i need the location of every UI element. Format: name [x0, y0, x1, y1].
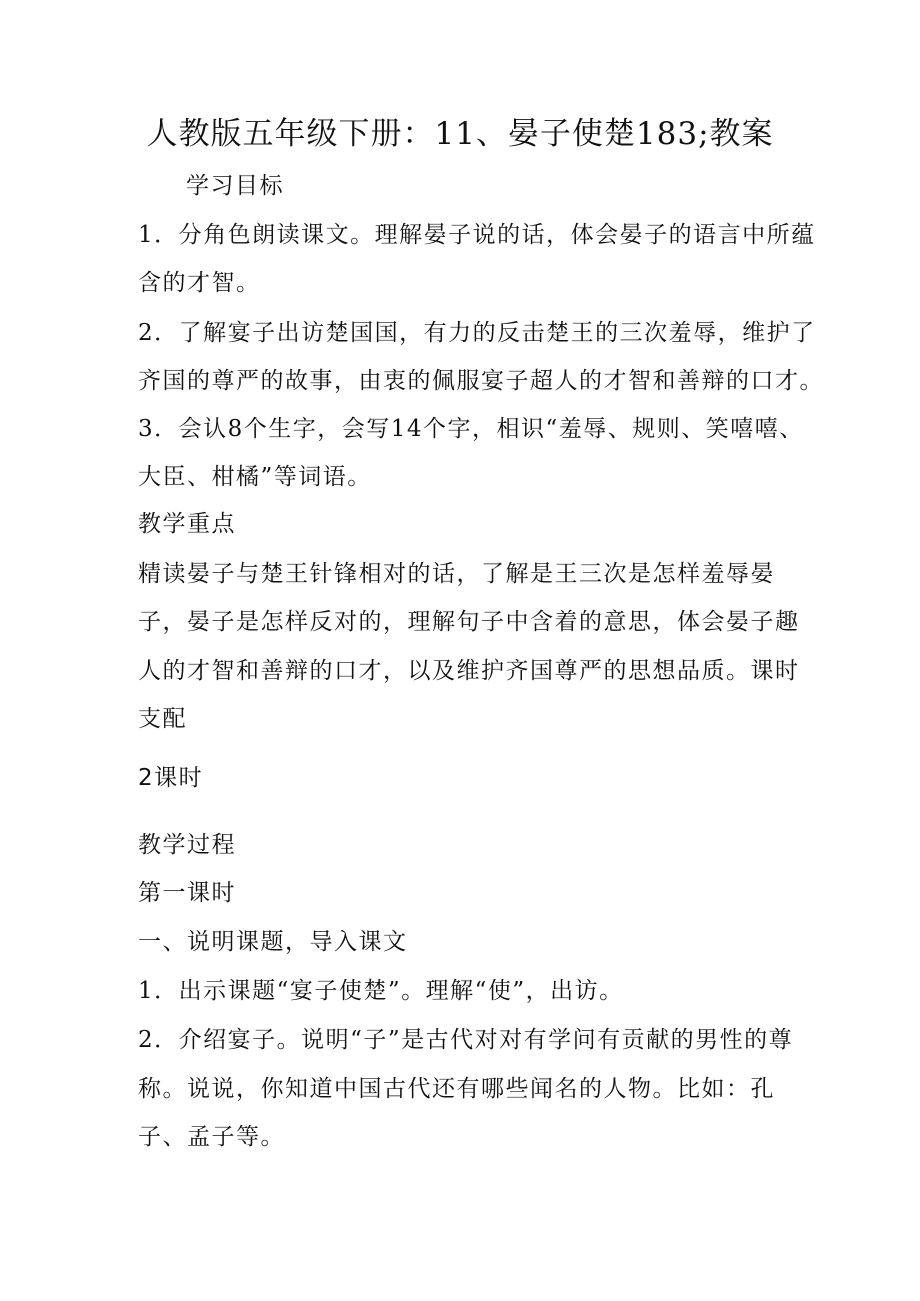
focus-line-3: 人的才智和善辩的口才，以及维护齐国尊严的思想品质。课时: [138, 658, 800, 684]
step-2-line-2: 称。说说，你知道中国古代还有哪些闻名的人物。比如：孔: [138, 1076, 775, 1102]
heading-first-lesson: 第一课时: [138, 880, 236, 906]
step-1-line: 1．出示课题“宴子使楚”。理解“使”，出访。: [138, 978, 624, 1004]
goal-1-line-2: 含的才智。: [138, 270, 261, 296]
focus-line-1: 精读晏子与楚王针锋相对的话，了解是王三次是怎样羞辱晏: [138, 561, 775, 587]
goal-2-line-1: 2．了解宴子出访楚国国，有力的反击楚王的三次羞辱，维护了: [138, 320, 816, 346]
heading-teaching-focus: 教学重点: [138, 511, 236, 537]
goal-3-line-2: 大臣、柑橘”等词语。: [138, 464, 372, 490]
schedule-value: 2课时: [138, 765, 204, 791]
goal-3-line-1: 3．会认8个生字，会写14个字，相识“羞辱、规则、笑嘻嘻、: [138, 416, 804, 442]
heading-learning-goals: 学习目标: [186, 173, 284, 199]
step-2-line-1: 2．介绍宴子。说明“子”是古代对对有学问有贡献的男性的尊: [138, 1027, 794, 1053]
section-1-heading: 一、说明课题，导入课文: [138, 929, 408, 955]
focus-line-2: 子，晏子是怎样反对的，理解句子中含着的意思，体会晏子趣: [138, 609, 800, 635]
goal-1-line-1: 1．分角色朗读课文。理解晏子说的话，体会晏子的语言中所蕴: [138, 222, 816, 248]
heading-teaching-process: 教学过程: [138, 832, 236, 858]
goal-2-line-2: 齐国的尊严的故事，由衷的佩服宴子超人的才智和善辩的口才。: [138, 368, 824, 394]
schedule-label: 支配: [138, 706, 187, 732]
document-title: 人教版五年级下册：11、晏子使楚183;教案: [146, 116, 774, 152]
step-2-line-3: 子、孟子等。: [138, 1124, 285, 1150]
